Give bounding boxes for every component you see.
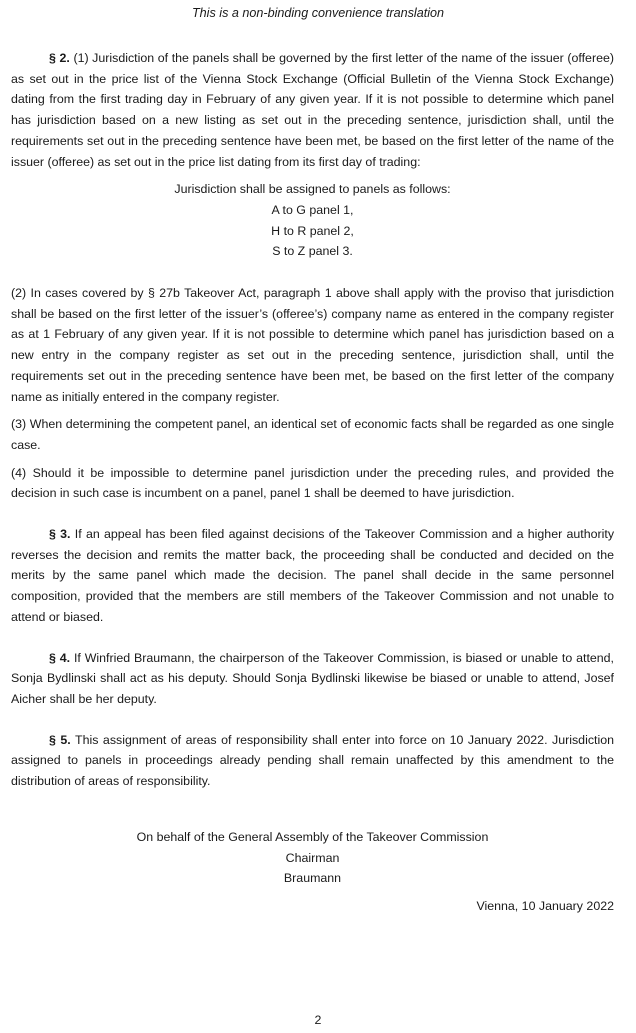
- section-2-paragraph-1: [11, 48, 614, 172]
- section-2-paragraph-2: (2) In cases covered by § 27b Takeover Act, paragraph 1 above shall apply with the proviso that jurisdiction shall be based on the first letter of the issuer’s (offeree’s) company name as entered in the company register as at 1 February of any given year. If it is not possible to determine which panel has jurisdiction based on a new entry in the company register as set out in the preceding sentence, jurisdiction shall, until the requirements set out in the preceding sentence have been met, be based on the first letter of the company name as initially entered in the company register.: [11, 286, 614, 404]
- place-and-date: Vienna, 10 January 2022: [476, 898, 614, 913]
- section-4-paragraph: [11, 648, 614, 710]
- section-2-paragraph-3: (3) When determining the competent panel, an identical set of economic facts shall be regarded as one single case.: [11, 417, 614, 452]
- section-5-text: This assignment of areas of responsibility shall enter into force on 10 January 2022. Jurisdiction assigned to panels in proceedings already pending shall remain unaffected by this amendment to the distribution of areas of responsibility.: [11, 732, 614, 789]
- section-3-paragraph: [11, 524, 614, 628]
- panel-assignment-2: H to R panel 2,: [271, 223, 354, 238]
- section-5-paragraph: [11, 730, 614, 792]
- section-4-text: If Winfried Braumann, the chairperson of the Takeover Commission, is biased or unable to attend, Sonja Bydlinski shall act as his deputy. Should Sonja Bydlinski likewise be biased or unable to attend, Josef Aicher shall be her deputy.: [11, 650, 615, 706]
- signature-name: Braumann: [283, 871, 342, 886]
- document-body: [11, 48, 614, 917]
- signature-on-behalf: On behalf of the General Assembly of the Takeover Commission: [136, 829, 489, 844]
- section-5-marker: § 5.: [49, 732, 71, 747]
- panel-assignment-3: S to Z panel 3.: [272, 244, 353, 259]
- panel-assignment-intro: Jurisdiction shall be assigned to panels as follows:: [174, 182, 451, 197]
- signature-role: Chairman: [285, 850, 340, 865]
- section-2-paragraph-4: (4) Should it be impossible to determine panel jurisdiction under the preceding rules, and provided the decision in such case is incumbent on a panel, panel 1 shall be deemed to have jurisdiction.: [11, 465, 614, 501]
- section-3-marker: § 3.: [49, 527, 71, 542]
- panel-assignment-1: A to G panel 1,: [271, 202, 354, 217]
- translation-note: This is a non-binding convenience translation: [191, 6, 445, 20]
- section-4-marker: § 4.: [49, 650, 71, 665]
- page-number: 2: [314, 1013, 322, 1027]
- section-3-text: If an appeal has been filed against decisions of the Takeover Commission and a higher authority reverses the decision and remits the matter back, the proceeding shall be conducted and decided on the merits by the same panel which made the decision. The panel shall decide in the same personnel composition, provided that the members are still members of the Takeover Commission and not unable to attend or biased.: [11, 527, 615, 624]
- section-2-marker: § 2.: [49, 51, 70, 65]
- section-2-paragraph-1-text: (1) Jurisdiction of the panels shall be governed by the first letter of the name of the issuer (offeree) as set out in the price list of the Vienna Stock Exchange (Official Bulletin of the Vienna Stock Exchange) dating from the first trading day in February of any given year. If it is not possible to determine which panel has jurisdiction based on a new listing as set out in the preceding sentence, jurisdiction shall, until the requirements set out in the preceding sentence have been met, be based on the first letter of the name of the issuer (offeree) as set out in the price list dating from its first day of trading:: [11, 51, 614, 169]
